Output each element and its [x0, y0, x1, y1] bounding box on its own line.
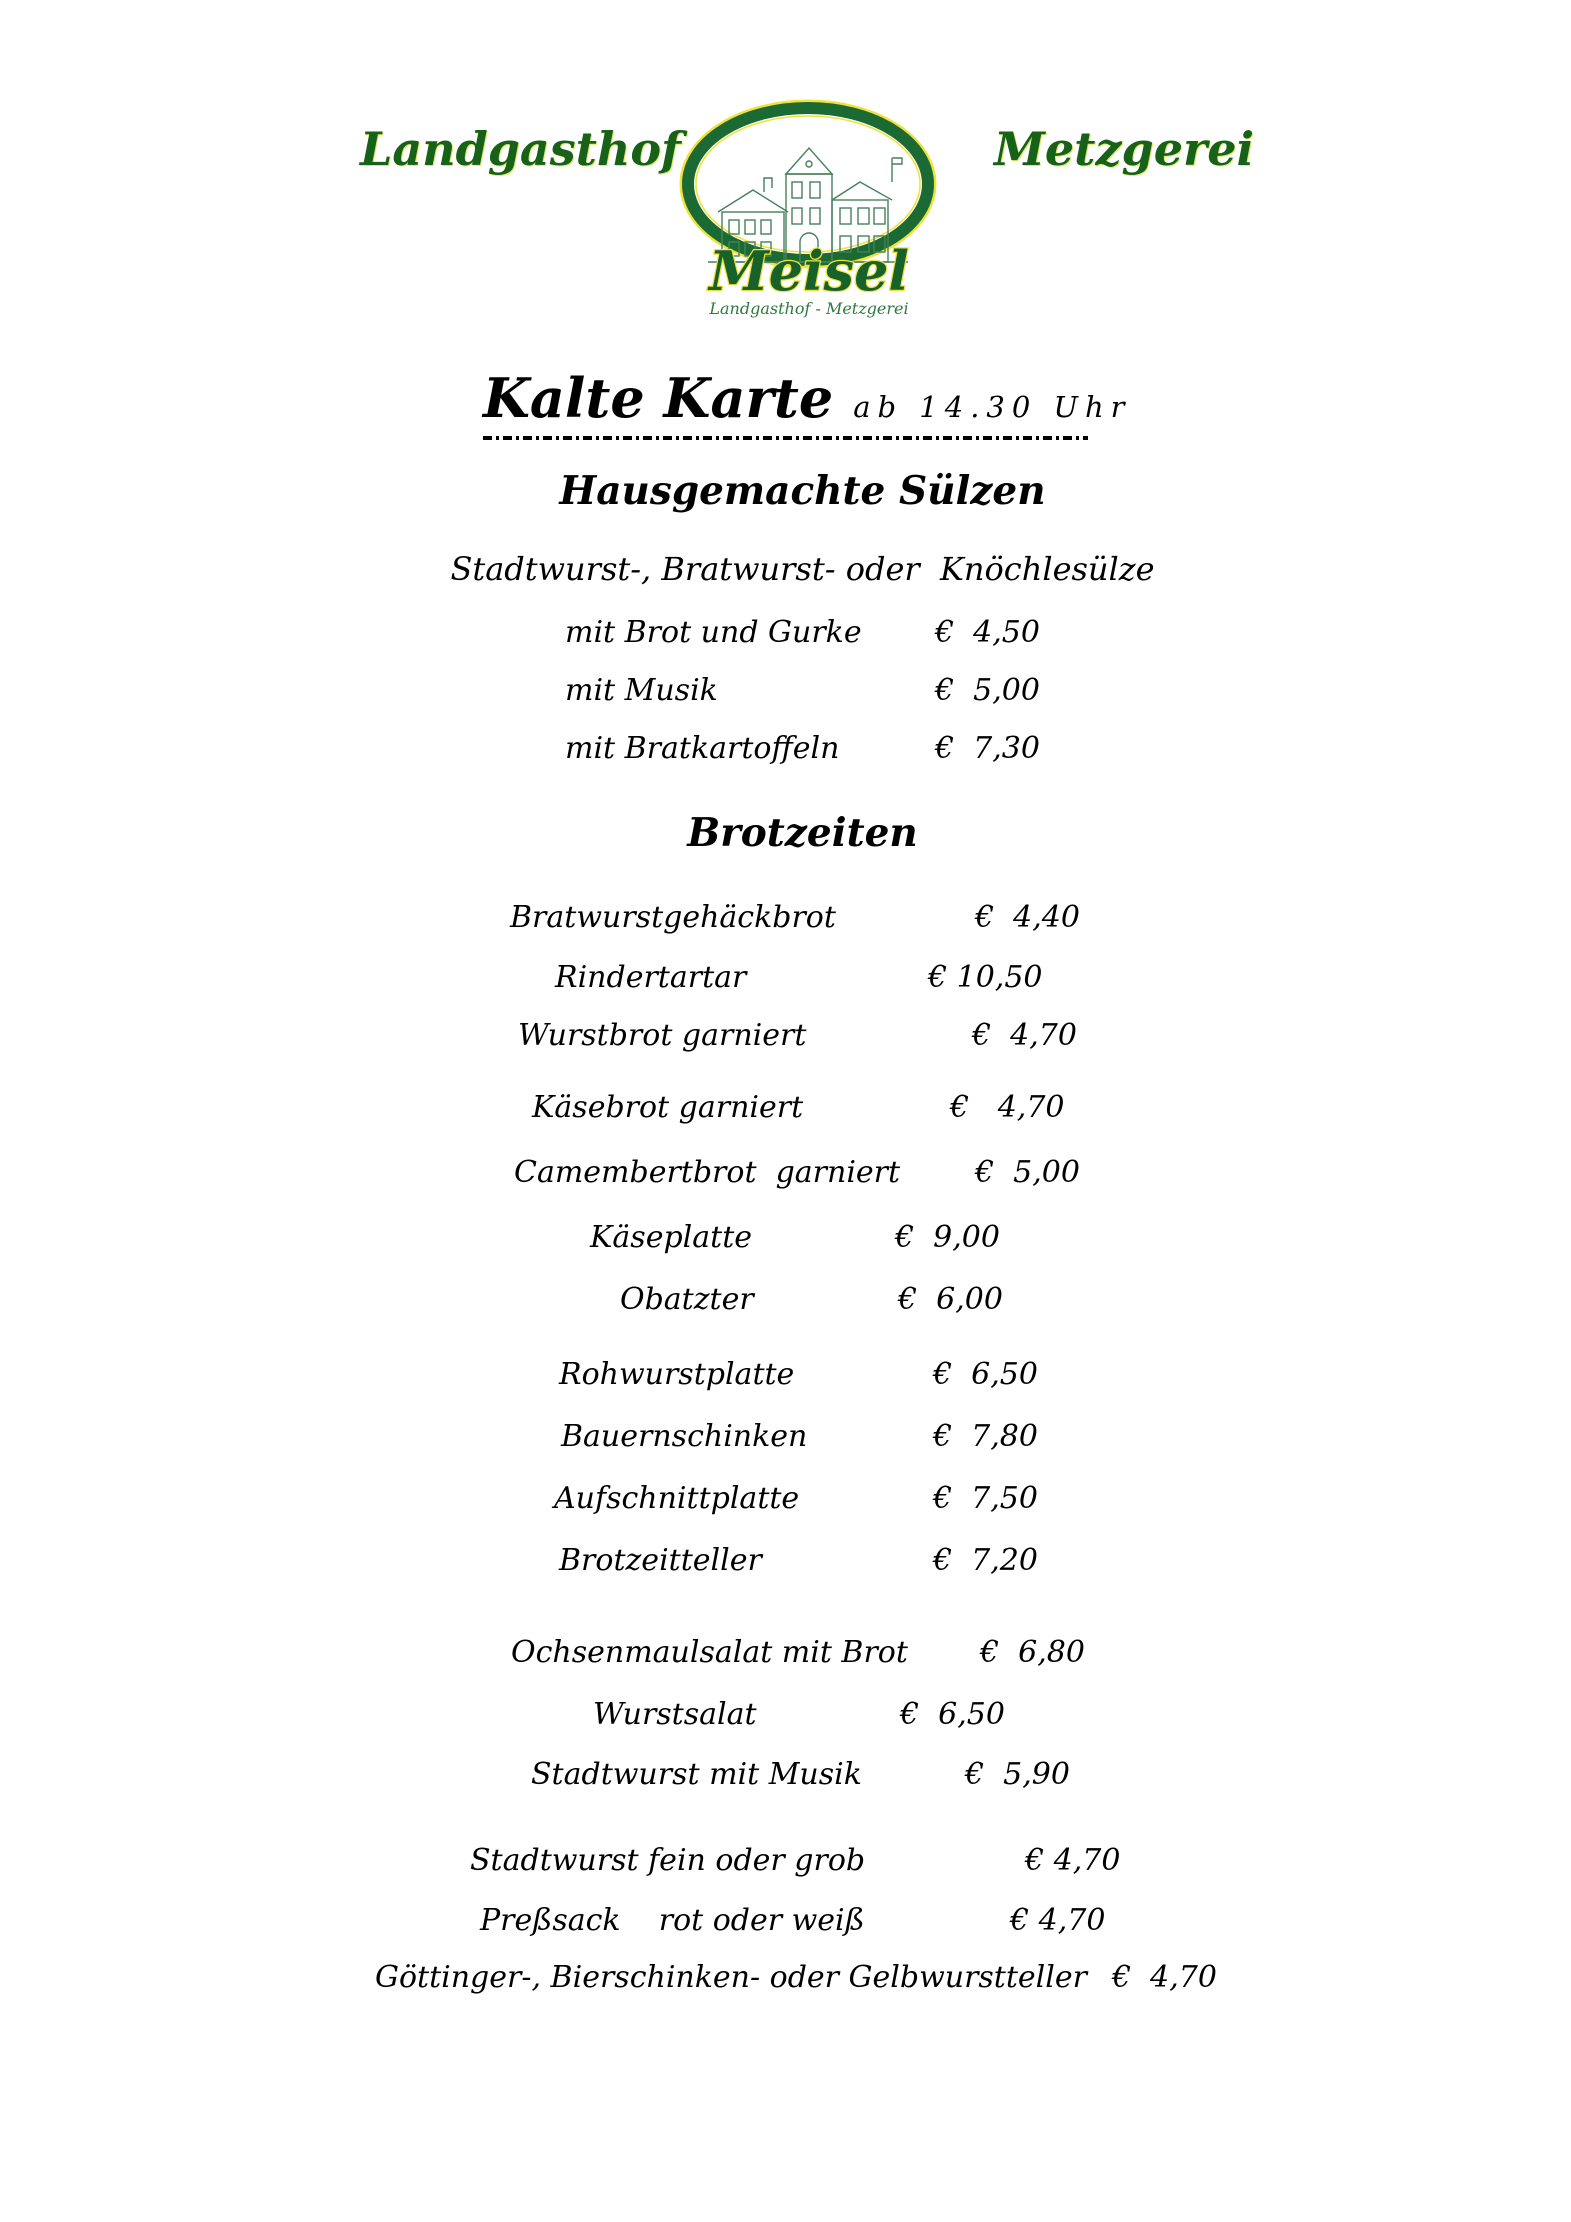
menu-item-price: € 9,00 [895, 1220, 1000, 1255]
menu-item-price: € 7,20 [933, 1543, 1038, 1578]
menu-item-row [0, 1697, 1571, 1747]
title-underline [483, 436, 1088, 440]
menu-item-row [0, 1960, 1571, 2010]
menu-item-name: mit Bratkartoffeln [565, 731, 840, 766]
logo-wordmark: Meisel [709, 239, 909, 303]
menu-item-row [0, 1843, 1571, 1893]
menu-item-price: € 4,70 [1025, 1843, 1121, 1878]
menu-item-name: mit Musik [565, 673, 718, 708]
menu-item-price: € 4,70 [972, 1018, 1077, 1053]
brand-left-text: Landgasthof [360, 122, 681, 176]
menu-item-name: mit Brot und Gurke [565, 615, 862, 650]
menu-item-name: Ochsenmaulsalat mit Brot [511, 1635, 908, 1670]
menu-item-row [0, 1419, 1571, 1469]
sulzen-intro-line: Stadtwurst-, Bratwurst- oder Knöchlesülze [450, 550, 1155, 588]
menu-item-row [0, 1282, 1571, 1332]
menu-item-row [0, 1757, 1571, 1807]
menu-item-name: Obatzter [620, 1282, 754, 1317]
menu-item-price: € 5,00 [935, 673, 1040, 708]
menu-item-name: Wurstbrot garniert [518, 1018, 807, 1053]
menu-item-name: Brotzeitteller [559, 1543, 762, 1578]
menu-item-row [0, 1220, 1571, 1270]
menu-item-row [0, 900, 1571, 950]
menu-item-price: € 4,70 [1010, 1903, 1106, 1938]
menu-item-row [0, 615, 1571, 665]
menu-item-price: € 6,50 [900, 1697, 1005, 1732]
meisel-logo [678, 96, 940, 330]
menu-item-price: € 4,70 [1112, 1960, 1217, 1995]
logo-subtitle: Landgasthof - Metzgerei [709, 299, 909, 318]
menu-item-name: Göttinger-, Bierschinken- oder Gelbwurstteller [375, 1960, 1087, 1995]
logo-ring [688, 108, 928, 260]
menu-item-name: Rindertartar [555, 960, 747, 995]
menu-item-row [0, 1543, 1571, 1593]
menu-item-price: € 7,30 [935, 731, 1040, 766]
menu-item-price: € 10,50 [928, 960, 1043, 995]
menu-item-price: € 6,00 [898, 1282, 1003, 1317]
menu-item-price: € 4,50 [935, 615, 1040, 650]
menu-item-name: Wurstsalat [593, 1697, 757, 1732]
menu-item-name: Käsebrot garniert [532, 1090, 804, 1125]
menu-item-price: € 4,40 [975, 900, 1080, 935]
section-heading-brotzeiten: Brotzeiten [687, 810, 918, 856]
menu-item-row [0, 960, 1571, 1010]
menu-item-name: Bratwurstgehäckbrot [510, 900, 836, 935]
menu-item-price: € 6,80 [980, 1635, 1085, 1670]
menu-item-name: Rohwurstplatte [559, 1357, 795, 1392]
menu-item-name: Camembertbrot garniert [514, 1155, 901, 1190]
menu-item-name: Preßsack rot oder weiß [480, 1903, 865, 1938]
menu-item-price: € 6,50 [933, 1357, 1038, 1392]
menu-item-name: Käseplatte [590, 1220, 752, 1255]
menu-item-row [0, 1357, 1571, 1407]
menu-item-row [0, 1481, 1571, 1531]
menu-item-name: Stadtwurst fein oder grob [470, 1843, 866, 1878]
menu-item-row [0, 731, 1571, 781]
menu-item-price: € 5,00 [975, 1155, 1080, 1190]
menu-item-row [0, 1635, 1571, 1685]
menu-title-time-note: ab 14.30 Uhr [853, 390, 1132, 424]
menu-item-row [0, 1155, 1571, 1205]
menu-item-price: € 7,50 [933, 1481, 1038, 1516]
menu-item-name: Bauernschinken [561, 1419, 808, 1454]
menu-title: Kalte Karte [483, 366, 834, 430]
menu-title-block [483, 366, 1132, 440]
menu-item-name: Aufschnittplatte [554, 1481, 800, 1516]
menu-item-price: € 4,70 [950, 1090, 1065, 1125]
menu-item-row [0, 673, 1571, 723]
brand-right-text: Metzgerei [994, 122, 1254, 176]
section-heading-sulzen: Hausgemachte Sülzen [559, 468, 1046, 514]
menu-item-row [0, 1018, 1571, 1068]
menu-item-price: € 5,90 [965, 1757, 1070, 1792]
menu-item-name: Stadtwurst mit Musik [531, 1757, 862, 1792]
menu-item-price: € 7,80 [933, 1419, 1038, 1454]
menu-title-line [483, 366, 1132, 430]
menu-item-row [0, 1090, 1571, 1140]
menu-item-row [0, 1903, 1571, 1953]
